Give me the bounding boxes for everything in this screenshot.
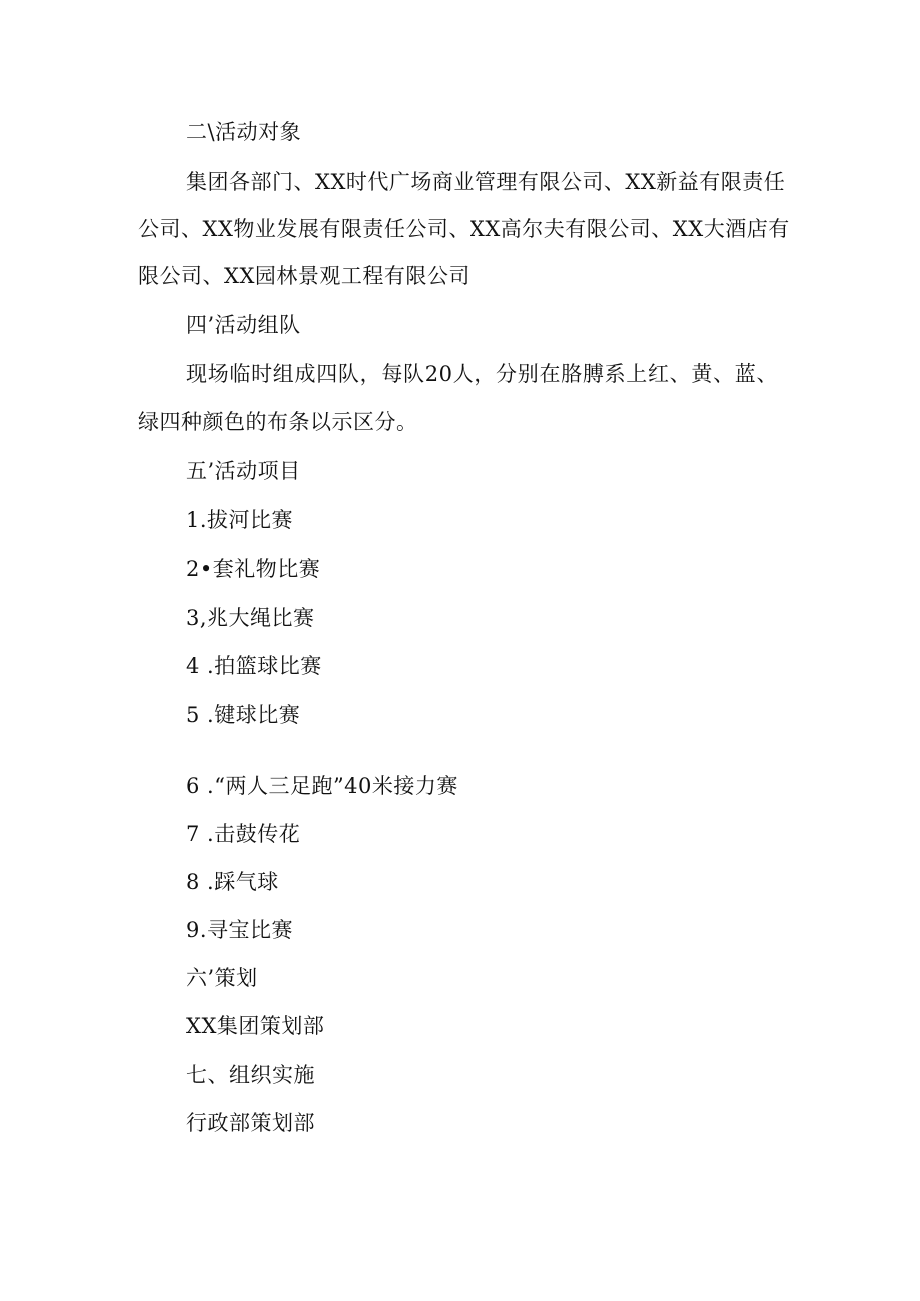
paragraph-line: 绿四种颜色的布条以示区分。 (138, 410, 418, 434)
section-heading-planning: 六’策划 (186, 966, 258, 990)
list-item: 9.寻宝比赛 (186, 918, 294, 942)
section-heading-targets: 二\活动对象 (186, 120, 302, 144)
paragraph-line: 公司、XX物业发展有限责任公司、XX高尔夫有限公司、XX大酒店有 (138, 217, 790, 241)
paragraph-line: 现场临时组成四队，每队20人，分别在胳膊系上红、黄、蓝、 (186, 362, 778, 386)
paragraph-line: 集团各部门、XX时代广场商业管理有限公司、XX新益有限责任 (186, 170, 786, 194)
list-item: 4 .拍篮球比赛 (186, 654, 322, 678)
list-item: 5 .键球比赛 (186, 703, 301, 727)
list-item: 8 .踩气球 (186, 870, 279, 894)
paragraph-line: 行政部策划部 (186, 1111, 315, 1135)
list-item: 1.拔河比赛 (186, 508, 294, 532)
list-item: 7 .击鼓传花 (186, 822, 301, 846)
list-item: 3,兆大绳比赛 (186, 606, 315, 630)
section-heading-teams: 四’活动组队 (186, 313, 301, 337)
list-item: 6 .“两人三足跑”40米接力赛 (186, 774, 458, 798)
section-heading-implementation: 七、组织实施 (186, 1063, 315, 1087)
paragraph-line: XX集团策划部 (186, 1014, 325, 1038)
list-item: 2•套礼物比赛 (186, 557, 321, 581)
section-heading-events: 五’活动项目 (186, 459, 301, 483)
paragraph-line: 限公司、XX园林景观工程有限公司 (138, 264, 470, 288)
